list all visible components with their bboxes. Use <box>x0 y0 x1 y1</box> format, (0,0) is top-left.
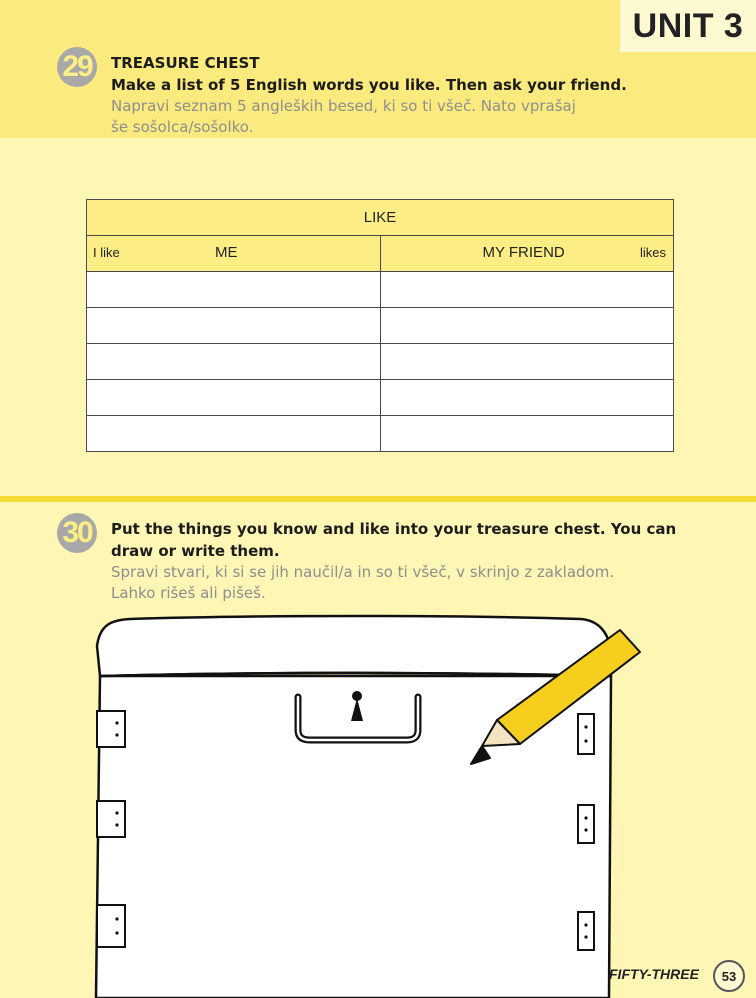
exercise-number-badge: 30 <box>57 513 97 553</box>
exercise-translation: še sošolca/sošolko. <box>111 118 254 136</box>
my-friend-label: MY FRIEND <box>482 244 565 261</box>
section-divider <box>0 496 756 502</box>
page-word: FIFTY-THREE <box>609 966 699 982</box>
table-row <box>87 308 674 344</box>
chest-hinges-left <box>97 711 125 947</box>
friend-cell[interactable] <box>380 272 674 308</box>
table-row <box>87 380 674 416</box>
me-cell[interactable] <box>87 380 381 416</box>
exercise-heading: TREASURE CHEST <box>111 54 260 72</box>
treasure-chest-drawing[interactable] <box>0 600 756 998</box>
exercise-instruction: Put the things you know and like into your treasure chest. You can <box>111 520 677 538</box>
table-row <box>87 344 674 380</box>
me-cell[interactable] <box>87 272 381 308</box>
table-title-row <box>87 200 674 236</box>
friend-cell[interactable] <box>380 344 674 380</box>
friend-cell[interactable] <box>380 308 674 344</box>
me-column-header <box>87 236 381 272</box>
table-row <box>87 272 674 308</box>
me-cell[interactable] <box>87 416 381 452</box>
unit-label: UNIT 3 <box>620 0 756 52</box>
friend-cell[interactable] <box>380 380 674 416</box>
i-like-label: I like <box>93 245 120 260</box>
like-table <box>86 199 674 452</box>
exercise-translation: Lahko rišeš ali pišeš. <box>111 584 266 602</box>
me-cell[interactable] <box>87 344 381 380</box>
table-row <box>87 416 674 452</box>
table-header-row <box>87 236 674 272</box>
table-title: LIKE <box>87 200 674 236</box>
exercise-instruction: Make a list of 5 English words you like. Then ask your friend. <box>111 76 627 94</box>
chest-hinges-right <box>578 714 594 950</box>
page-number: 53 <box>713 960 745 992</box>
exercise-number-badge: 29 <box>57 47 97 87</box>
exercise-translation: Napravi seznam 5 angleških besed, ki so ti všeč. Nato vprašaj <box>111 97 576 115</box>
me-label: ME <box>215 244 238 261</box>
chest-lid <box>97 616 611 676</box>
friend-column-header <box>380 236 674 272</box>
likes-label: likes <box>639 245 666 260</box>
exercise-translation: Spravi stvari, ki si se jih naučil/a in so ti všeč, v skrinjo z zakladom. <box>111 563 615 581</box>
friend-cell[interactable] <box>380 416 674 452</box>
me-cell[interactable] <box>87 308 381 344</box>
exercise-instruction: draw or write them. <box>111 542 280 560</box>
